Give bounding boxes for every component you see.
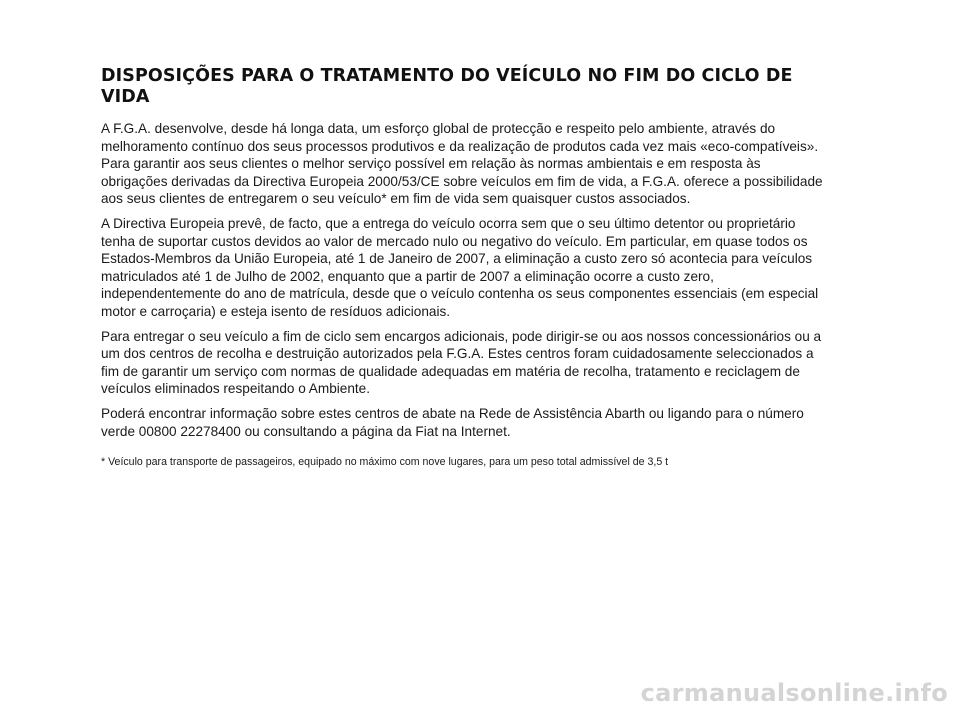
paragraph-delivery-centres: Para entregar o seu veículo a fim de ciclo sem encargos adicionais, pode dirigir-se ou aos nossos concessionários ou a um dos centros de recolha e destruição autorizados pela F.G.A. Estes centros foram cuidadosamente seleccionados a fim de garantir um serviço com normas de qualidade adequadas em matéria de recolha, tratamento e reciclagem de veículos eliminados respeitando o Ambiente. [101, 328, 822, 397]
paragraph-contact-info: Poderá encontrar informação sobre estes centros de abate na Rede de Assistência Abarth ou ligando para o número verde 00800 22278400 ou consultando a página da Fiat na Internet. [101, 405, 804, 439]
page-title: DISPOSIÇÕES PARA O TRATAMENTO DO VEÍCULO NO FIM DO CICLO DE VIDA [101, 66, 793, 107]
watermark: carmanualsonline.info [640, 679, 948, 707]
document-page [101, 66, 825, 469]
paragraph-directive-details: A Directiva Europeia prevê, de facto, que a entrega do veículo ocorra sem que o seu último detentor ou proprietário tenha de suportar custos devidos ao valor de mercado nulo ou negativo do veículo. Em particular, em quase todos os Estados-Membros da União Europeia, até 1 de Janeiro de 2007, a eliminação a custo zero só acontecia para veículos matriculados até 1 de Julho de 2002, enquanto que a partir de 2007 a eliminação ocorre a custo zero, independentemente do ano de matrícula, desde que o veículo contenha os seus componentes essenciais (em especial motor e carroçaria) e esteja isento de resíduos adicionais. [101, 215, 819, 319]
paragraph-environment-commitment: A F.G.A. desenvolve, desde há longa data, um esforço global de protecção e respeito pelo ambiente, através do melhoramento contínuo dos seus processos produtivos e da realização de produtos cada vez mais «eco-compatíveis». Para garantir aos seus clientes o melhor serviço possível em relação às normas ambientais e em resposta às obrigações derivadas da Directiva Europeia 2000/53/CE sobre veículos em fim de vida, a F.G.A. oferece a possibilidade aos seus clientes de entregarem o seu veículo* em fim de vida sem quaisquer custos associados. [101, 121, 823, 207]
footnote: * Veículo para transporte de passageiros, equipado no máximo com nove lugares, para um peso total admissível de 3,5 t [101, 456, 669, 469]
